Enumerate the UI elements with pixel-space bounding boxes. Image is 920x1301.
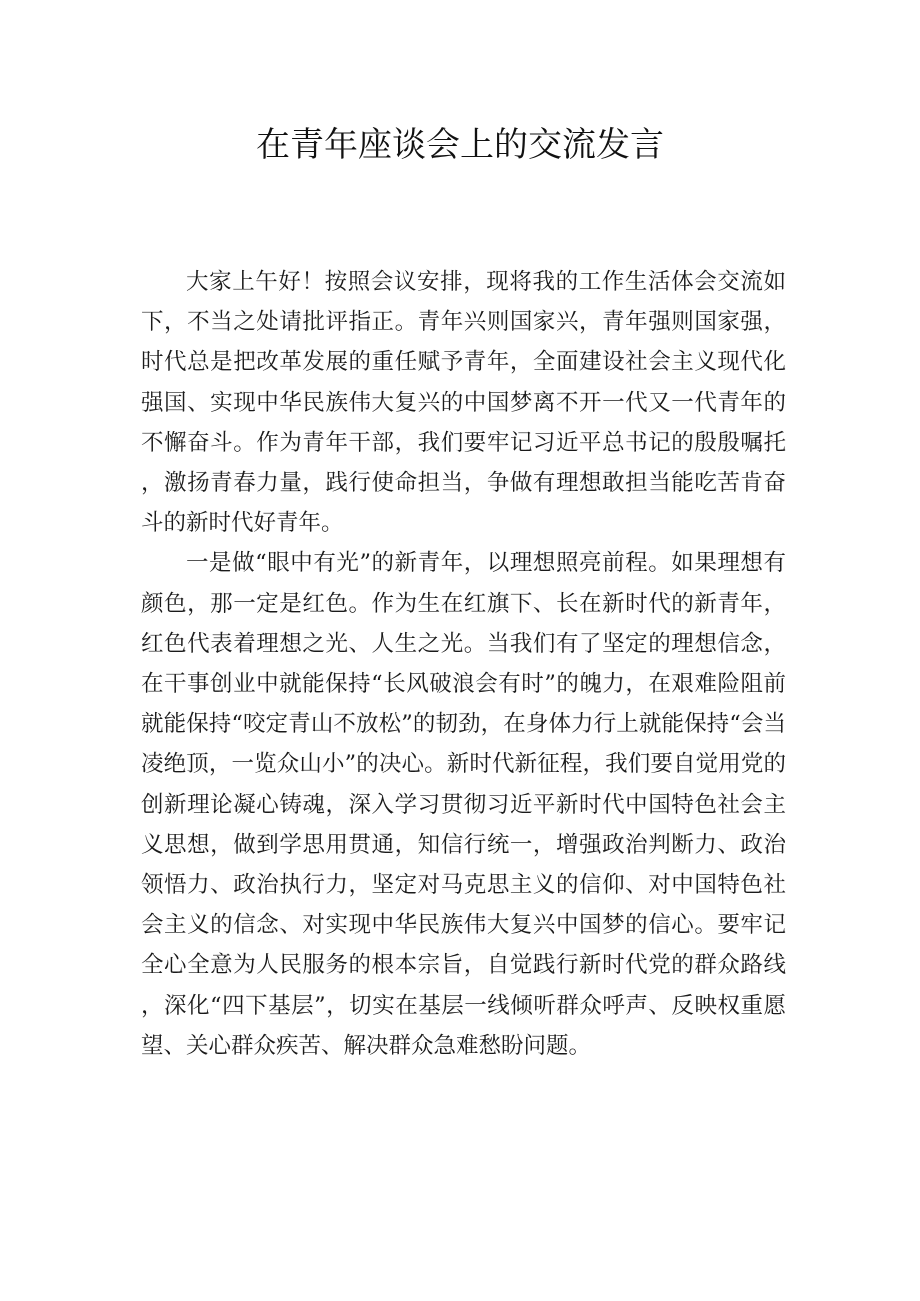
document-body [141, 262, 786, 1066]
paragraph-opening: 大家上午好！按照会议安排，现将我的工作生活体会交流如下，不当之处请批评指正。青年兴则国家兴，青年强则国家强，时代总是把改革发展的重任赋予青年，全面建设社会主义现代化强国、实现中华民族伟大复兴的中国梦离不开一代又一代青年的不懈奋斗。作为青年干部，我们要牢记习近平总书记的殷殷嘱托，激扬青春力量，践行使命担当，争做有理想敢担当能吃苦肯奋斗的新时代好青年。 [141, 269, 786, 537]
document-title: 在青年座谈会上的交流发言 [256, 125, 664, 165]
paragraph-point-one: 一是做“眼中有光”的新青年，以理想照亮前程。如果理想有颜色，那一定是红色。作为生在红旗下、长在新时代的新青年，红色代表着理想之光、人生之光。当我们有了坚定的理想信念，在干事创业中就能保持“长风破浪会有时”的魄力，在艰难险阻前就能保持“咬定青山不放松”的韧劲，在身体力行上就能保持“会当凌绝顶，一览众山小”的决心。新时代新征程，我们要自觉用党的创新理论凝心铸魂，深入学习贯彻习近平新时代中国特色社会主义思想，做到学思用贯通，知信行统一，增强政治判断力、政治领悟力、政治执行力，坚定对马克思主义的信仰、对中国特色社会主义的信念、对实现中华民族伟大复兴中国梦的信心。要牢记全心全意为人民服务的根本宗旨，自觉践行新时代党的群众路线，深化“四下基层”，切实在基层一线倾听群众呼声、反映权重愿望、关心群众疾苦、解决群众急难愁盼问题。 [141, 550, 786, 1059]
